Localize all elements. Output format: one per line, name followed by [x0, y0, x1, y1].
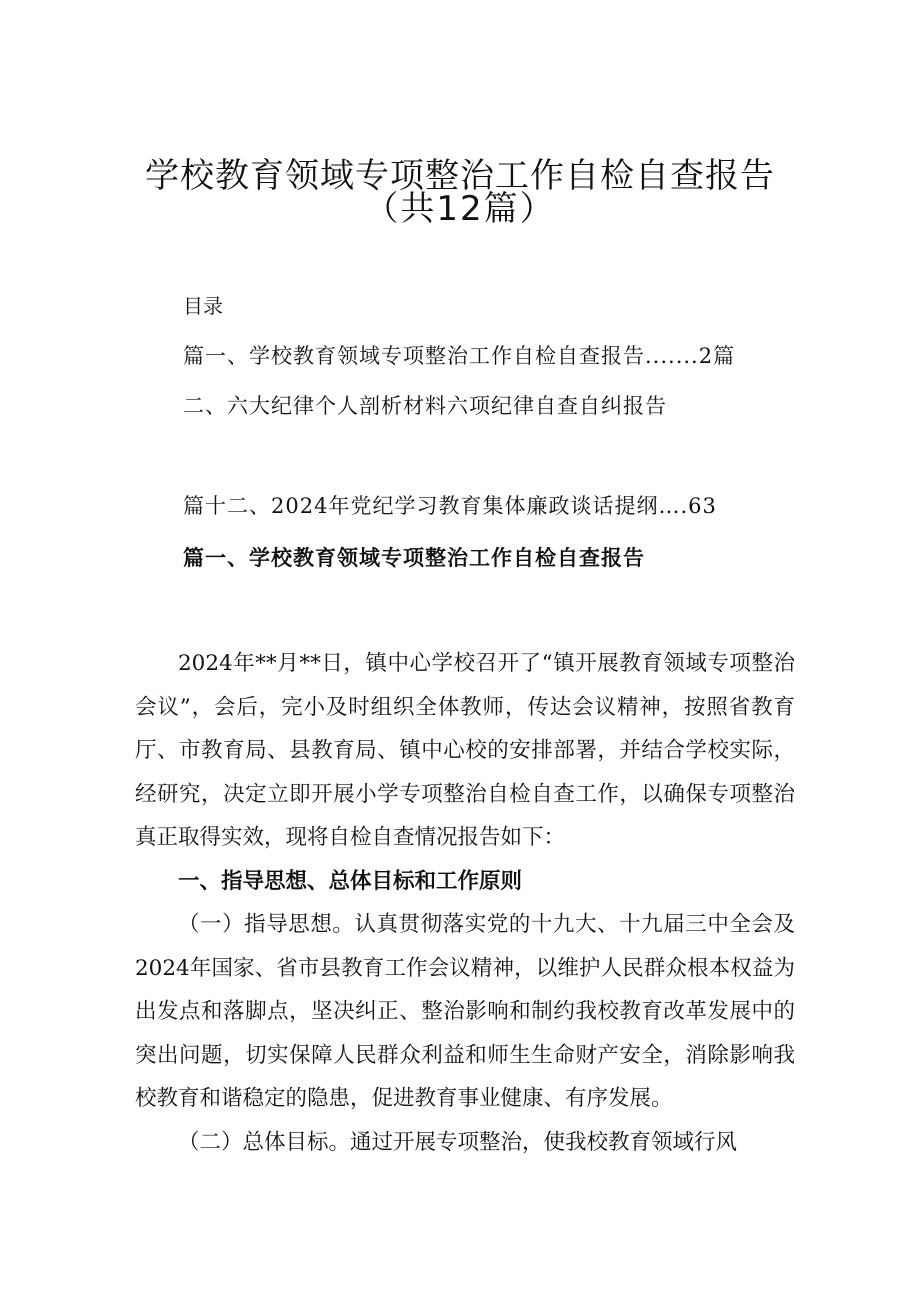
paragraph: 2024年**月**日，镇中心学校召开了“镇开展教育领域专项整治会议”，会后，完小及时组织全体教师，传达会议精神，按照省教育厅、市教育局、县教育局、镇中心校的安排部署，并结合学校实际，经研究，决定立即开展小学专项整治自检自查工作，以确保专项整治真正取得实效，现将自检自查情况报告如下： [135, 651, 795, 850]
paragraph: （一）指导思想。认真贯彻落实党的十九大、十九届三中全会及2024年国家、省市县教育工作会议精神，以维护人民群众根本权益为出发点和落脚点，坚决纠正、整治影响和制约我校教育改革发展中的突出问题，切实保障人民群众利益和师生生命财产安全，消除影响我校教育和谐稳定的隐患，促进教育事业健康、有序发展。 [135, 912, 795, 1111]
document-subtitle: （共12篇） [364, 189, 556, 229]
toc-item[interactable]: 篇十二、2024年党纪学习教育集体廉政谈话提纲….63 [183, 494, 717, 518]
toc-item[interactable]: 二、六大纪律个人剖析材料六项纪律自查自纠报告 [183, 394, 667, 418]
document-title: 学校教育领域专项整治工作自检自查报告 [145, 156, 775, 196]
toc-label: 目录 [183, 294, 223, 318]
document-body [135, 642, 795, 1164]
section-heading: 篇一、学校教育领域专项整治工作自检自查报告 [183, 545, 645, 570]
paragraph: （二）总体目标。通过开展专项整治，使我校教育领域行风 [178, 1129, 738, 1155]
toc-item[interactable]: 篇一、学校教育领域专项整治工作自检自查报告.......2篇 [183, 344, 736, 368]
subsection-heading: 一、指导思想、总体目标和工作原则 [178, 868, 523, 894]
